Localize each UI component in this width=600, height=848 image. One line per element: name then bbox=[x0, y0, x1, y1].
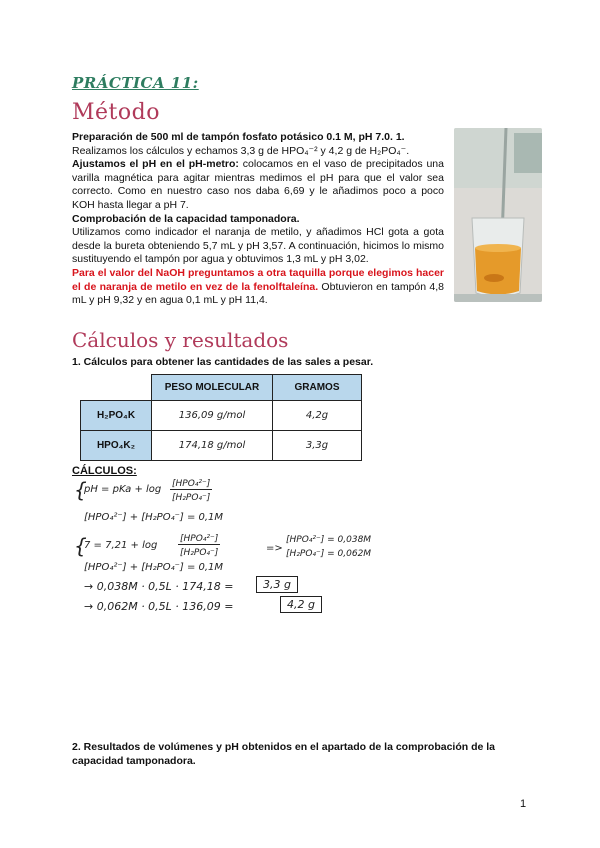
hand-result-1: [HPO₄²⁻] = 0,038M bbox=[286, 535, 372, 545]
hand-line-1: pH = pKa + log bbox=[84, 484, 162, 495]
hand-result-2: [H₂PO₄⁻] = 0,062M bbox=[286, 549, 372, 559]
para4 bbox=[72, 267, 444, 308]
table-header: PESO MOLECULAR bbox=[152, 375, 273, 401]
calculos-title: Cálculos y resultados bbox=[72, 328, 289, 352]
beaker-photo bbox=[454, 128, 542, 302]
hand-line-6: → 0,062M · 0,5L · 136,09 = bbox=[84, 600, 234, 613]
table-header: GRAMOS bbox=[273, 375, 362, 401]
hand-line-4: [HPO₄²⁻] + [H₂PO₄⁻] = 0,1M bbox=[84, 562, 224, 573]
metodo-title: Método bbox=[72, 100, 160, 125]
brace-1: { bbox=[74, 478, 87, 502]
hand-line-2: [HPO₄²⁻] + [H₂PO₄⁻] = 0,1M bbox=[84, 512, 224, 523]
para1-text: Realizamos los cálculos y echamos 3,3 g de HPO₄⁻² y 4,2 g de H₂PO₄⁻. bbox=[72, 144, 410, 157]
hand-line-5: → 0,038M · 0,5L · 174,18 = bbox=[84, 580, 234, 593]
brace-2: { bbox=[74, 534, 87, 558]
table-row-name: HPO₄K₂ bbox=[81, 431, 152, 461]
section1-title: 1. Cálculos para obtener las cantidades de las sales a pesar. bbox=[72, 356, 374, 368]
hand-frac-den-2: [H₂PO₄⁻] bbox=[180, 548, 219, 558]
para2 bbox=[72, 158, 444, 212]
para3-bold: Comprobación de la capacidad tamponadora. bbox=[72, 212, 300, 225]
hand-box-2: 4,2 g bbox=[280, 596, 322, 613]
calculos-label: CÁLCULOS: bbox=[72, 465, 137, 477]
table-header-row bbox=[81, 375, 362, 401]
table-corner bbox=[81, 375, 152, 401]
hand-arrow: => bbox=[266, 543, 283, 554]
page-number: 1 bbox=[520, 798, 527, 810]
para1-bold: Preparación de 500 ml de tampón fosfato potásico 0.1 M, pH 7.0. 1. bbox=[72, 131, 405, 143]
para3-text: Utilizamos como indicador el naranja de metilo, y añadimos HCl gota a gota desde la bureta obteniendo 5,7 mL y pH 3,57. A continuación, hicimos lo mismo sustituyendo el tampón por agua y obtuvimos 1,3 mL y pH 3,02. bbox=[72, 226, 444, 266]
para1 bbox=[72, 131, 444, 145]
para2-bold: Ajustamos el pH en el pH-metro: bbox=[72, 158, 239, 171]
para2-text: colocamos en el vaso de precipitados una varilla magnética para agitar mientras medimos el pH para que el valor sea correcto. Como en nuestro caso nos daba 6,69 y le añadimos poco a poco KOH hasta llegar a pH 7. bbox=[72, 158, 444, 211]
table-cell-grams: 4,2g bbox=[273, 401, 362, 431]
section2-title: 2. Resultados de volúmenes y pH obtenidos en el apartado de la comprobación de la capacidad tamponadora. bbox=[72, 741, 496, 767]
table-row bbox=[81, 431, 362, 461]
para4-text: Obtuvieron en tampón 4,8 mL y pH 9,32 y en agua 0,1 mL y pH 11,4. bbox=[72, 280, 444, 307]
method-text-block bbox=[72, 131, 444, 308]
table-cell-grams: 3,3g bbox=[273, 431, 362, 461]
page-heading: PRÁCTICA 11: bbox=[72, 74, 199, 92]
table-cell-pm: 136,09 g/mol bbox=[152, 401, 273, 431]
table-row bbox=[81, 401, 362, 431]
hand-frac-num-1: [HPO₄²⁻] bbox=[172, 479, 211, 489]
table-cell-pm: 174,18 g/mol bbox=[152, 431, 273, 461]
hand-box-1: 3,3 g bbox=[256, 576, 298, 593]
salts-table bbox=[80, 374, 362, 461]
hand-frac-num-2: [HPO₄²⁻] bbox=[180, 534, 219, 544]
table-row-name: H₂PO₄K bbox=[81, 401, 152, 431]
para4-red: Para el valor del NaOH preguntamos a otra taquilla porque elegimos hacer el de naranja de metilo en vez de la fenolftaleína. bbox=[72, 266, 444, 293]
hand-line-3: 7 = 7,21 + log bbox=[84, 540, 158, 551]
hand-frac-den-1: [H₂PO₄⁻] bbox=[172, 493, 211, 503]
